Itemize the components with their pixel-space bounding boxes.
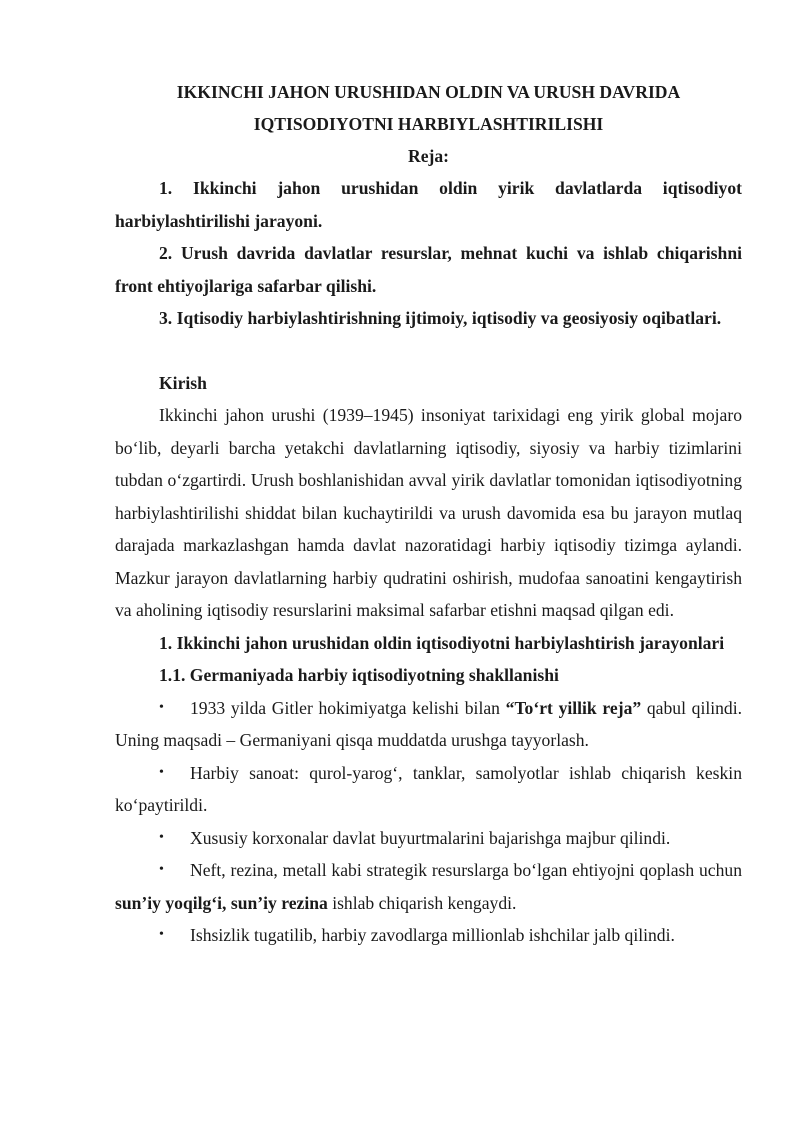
bullet-1-text-bold: “To‘rt yillik reja” (505, 697, 642, 718)
bullet-1-text-pre: 1933 yilda Gitler hokimiyatga kelishi bilan (190, 697, 506, 718)
bullet-4-text-pre: Neft, rezina, metall kabi strategik resurslarga bo‘lgan ehtiyojni qoplash uchun (190, 860, 742, 880)
plan-item-1: 1. Ikkinchi jahon urushidan oldin yirik davlatlarda iqtisodiyot harbiylashtirilishi jarayoni. (115, 178, 742, 231)
bullet-4-text-post: ishlab chiqarish kengaydi. (327, 892, 517, 913)
subsection-1-1-heading: 1.1. Germaniyada harbiy iqtisodiyotning shakllanishi (159, 665, 559, 685)
title-line-1: IKKINCHI JAHON URUSHIDAN OLDIN VA URUSH DAVRIDA (176, 82, 681, 102)
bullet-2-text: Harbiy sanoat: qurol-yarog‘, tanklar, samolyotlar ishlab chiqarish keskin ko‘paytirildi. (115, 762, 742, 815)
bullet-item-3 (115, 822, 742, 855)
intro-heading: Kirish (159, 372, 207, 393)
bullet-icon: • (159, 927, 164, 942)
bullet-icon: • (159, 764, 164, 780)
section-1-heading: 1. Ikkinchi jahon urushidan oldin iqtisodiyotni harbiylashtirish jarayonlari (159, 632, 725, 653)
bullet-4-text-bold: sun’iy yoqilg‘i, sun’iy rezina (115, 892, 328, 913)
spacer (115, 335, 742, 367)
bullet-3-text: Xususiy korxonalar davlat buyurtmalarini bajarishga majbur qilindi. (190, 827, 671, 848)
bullet-icon: • (159, 862, 164, 877)
title-line-2: IQTISODIYOTNI HARBIYLASHTIRILISHI (253, 114, 604, 134)
bullet-item-5 (115, 919, 742, 952)
bullet-icon: • (159, 829, 164, 845)
plan-item-2: 2. Urush davrida davlatlar resurslar, mehnat kuchi va ishlab chiqarishni front ehtiyojlariga safarbar qilishi. (115, 243, 742, 296)
bullet-item-4 (115, 854, 742, 919)
bullet-1-text-post: qabul qilindi. Uning maqsadi – Germaniyani qisqa muddatda urushga tayyorlash. (115, 697, 742, 750)
plan-item-3: 3. Iqtisodiy harbiylashtirishning ijtimoiy, iqtisodiy va geosiyosiy oqibatlari. (159, 308, 722, 328)
bullet-item-2 (115, 757, 742, 822)
bullet-5-text: Ishsizlik tugatilib, harbiy zavodlarga millionlab ishchilar jalb qilindi. (190, 925, 675, 945)
bullet-item-1 (115, 692, 742, 757)
bullet-icon: • (159, 699, 164, 715)
plan-label: Reja: (407, 146, 450, 166)
intro-paragraph: Ikkinchi jahon urushi (1939–1945) insoniyat tarixidagi eng yirik global mojaro bo‘lib, deyarli barcha yetakchi davlatlarning iqtisodiy, siyosiy va harbiy tizimlarini tubdan o‘zgartirdi. Urush boshlanishidan avval yirik davlatlar tomonidan iqtisodiyotning harbiylashtirilishi shiddat bilan kuchaytirildi va urush davomida esa bu jarayon mutlaq darajada markazlashgan hamda davlat nazoratidagi harbiy iqtisodiy tizimga aylandi. Mazkur jarayon davlatlarning harbiy qudratini oshirish, mudofaa sanoatini kengaytirish va aholining iqtisodiy resurslarini maksimal safarbar etishni maqsad qilgan edi. (115, 405, 742, 620)
